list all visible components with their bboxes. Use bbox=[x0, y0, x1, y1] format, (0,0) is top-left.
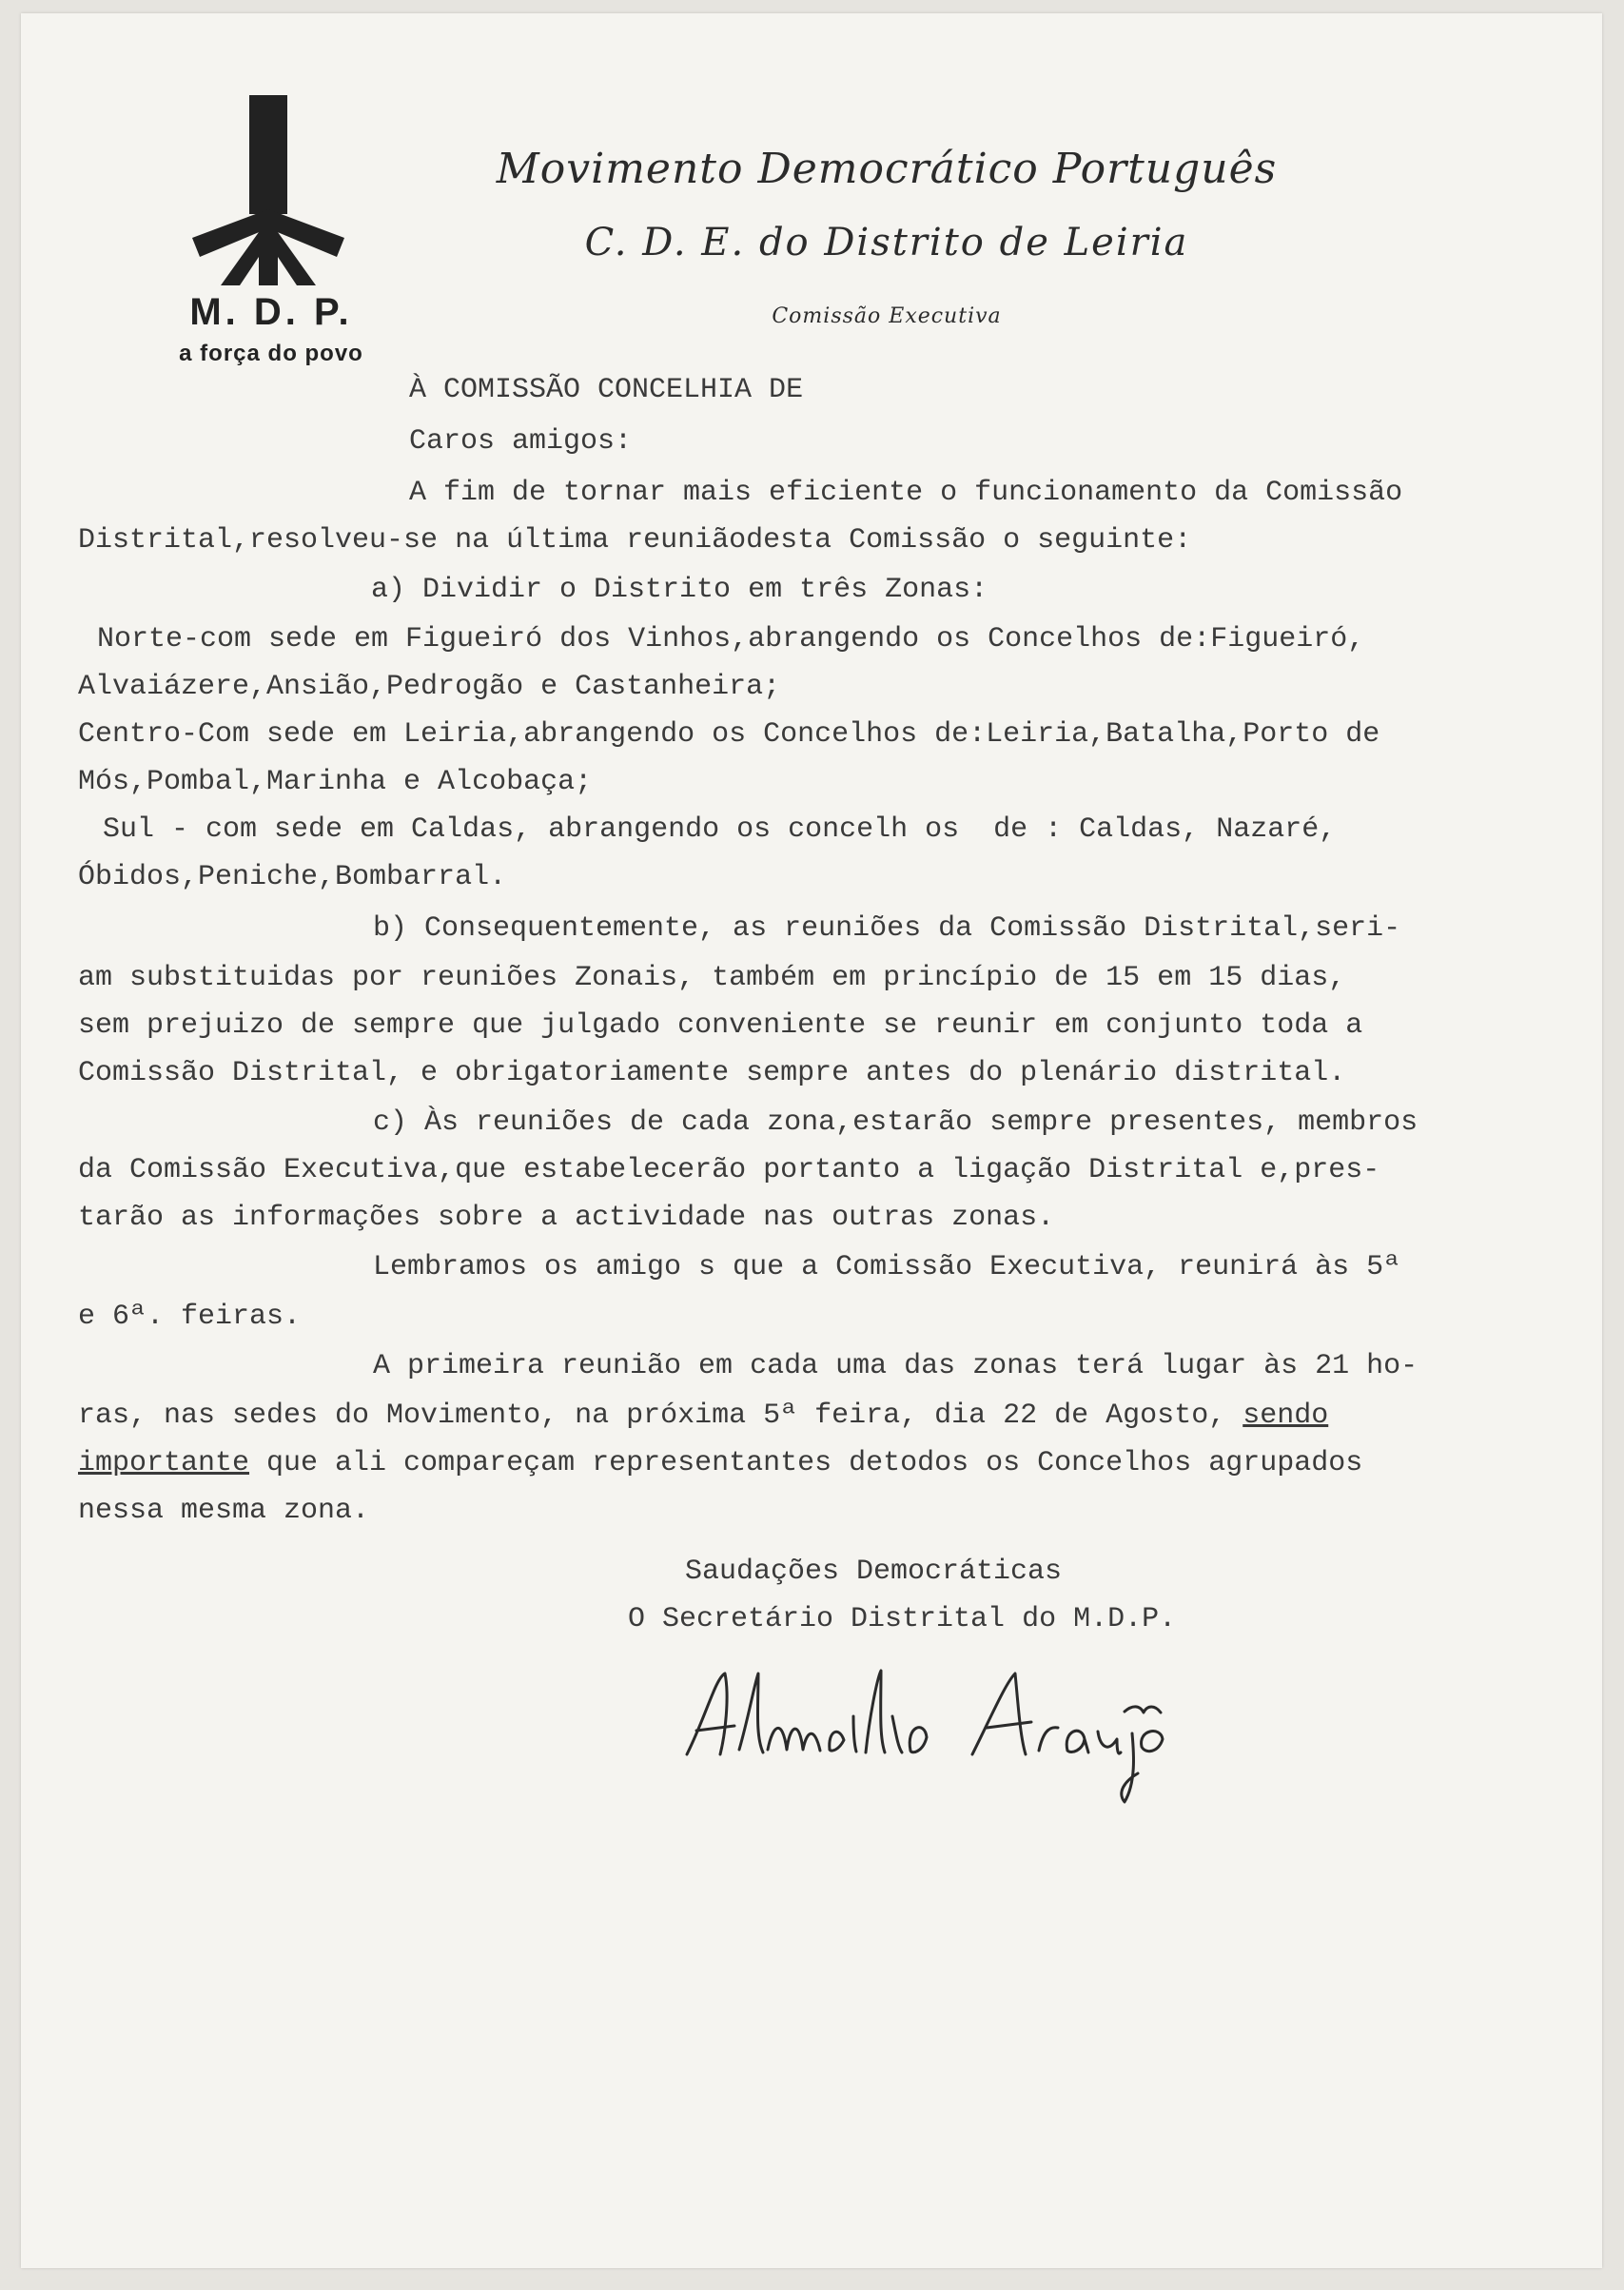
body-line: A fim de tornar mais eficiente o funcionamento da Comissão bbox=[409, 477, 1403, 509]
addressee: À COMISSÃO CONCELHIA DE bbox=[409, 374, 804, 406]
closing: Saudações Democráticas bbox=[685, 1556, 1063, 1588]
letterhead-title: Movimento Democrático Português bbox=[496, 145, 1278, 193]
mdp-logo-icon bbox=[183, 95, 354, 285]
logo-slogan: a força do povo bbox=[179, 341, 363, 366]
body-text: que ali compareçam representantes detodos os Concelhos agrupados bbox=[249, 1447, 1363, 1479]
body-line: A primeira reunião em cada uma das zonas terá lugar às 21 ho- bbox=[373, 1350, 1419, 1382]
body-line: Lembramos os amigo s que a Comissão Executiva, reunirá às 5ª bbox=[373, 1251, 1401, 1283]
underlined-text: sendo bbox=[1242, 1399, 1329, 1432]
body-line: nessa mesma zona. bbox=[78, 1495, 370, 1527]
letter-sheet bbox=[21, 13, 1602, 2268]
body-line bbox=[78, 1446, 1362, 1480]
handwritten-signature bbox=[677, 1659, 1191, 1811]
body-line: Óbidos,Peniche,Bombarral. bbox=[78, 861, 507, 893]
body-text: ras, nas sedes do Movimento, na próxima 5ª feira, dia 22 de Agosto, bbox=[78, 1399, 1226, 1432]
body-line: Centro-Com sede em Leiria,abrangendo os Concelhos de:Leiria,Batalha,Porto de bbox=[78, 718, 1380, 751]
logo-initials: M. D. P. bbox=[189, 291, 353, 333]
body-line: b) Consequentemente, as reuniões da Comissão Distrital,seri- bbox=[373, 912, 1401, 945]
body-line: da Comissão Executiva,que estabelecerão portanto a ligação Distrital e,pres- bbox=[78, 1154, 1380, 1186]
signatory: O Secretário Distrital do M.D.P. bbox=[628, 1603, 1177, 1635]
body-line: Alvaiázere,Ansião,Pedrogão e Castanheira; bbox=[78, 671, 781, 703]
body-line: Norte-com sede em Figueiró dos Vinhos,abrangendo os Concelhos de:Figueiró, bbox=[97, 623, 1365, 656]
body-line: sem prejuizo de sempre que julgado conveniente se reunir em conjunto toda a bbox=[78, 1009, 1363, 1042]
body-line: Sul - com sede em Caldas, abrangendo os concelh os de : Caldas, Nazaré, bbox=[103, 813, 1337, 846]
body-line bbox=[78, 1399, 1328, 1433]
body-line: e 6ª. feiras. bbox=[78, 1301, 302, 1333]
body-line: Comissão Distrital, e obrigatoriamente sempre antes do plenário distrital. bbox=[78, 1057, 1346, 1089]
greeting: Caros amigos: bbox=[409, 425, 633, 458]
body-line: tarão as informações sobre a actividade nas outras zonas. bbox=[78, 1202, 1055, 1234]
body-line: a) Dividir o Distrito em três Zonas: bbox=[371, 574, 988, 606]
letterhead-subtitle: C. D. E. do Distrito de Leiria bbox=[584, 221, 1189, 264]
body-line: am substituidas por reuniões Zonais, também em princípio de 15 em 15 dias, bbox=[78, 962, 1346, 994]
letterhead-department: Comissão Executiva bbox=[772, 304, 1002, 328]
body-line: c) Às reuniões de cada zona,estarão sempre presentes, membros bbox=[373, 1106, 1419, 1139]
underlined-text: importante bbox=[78, 1447, 250, 1479]
body-line: Mós,Pombal,Marinha e Alcobaça; bbox=[78, 766, 593, 798]
body-line: Distrital,resolveu-se na última reuniãodesta Comissão o seguinte: bbox=[78, 524, 1192, 557]
logo-caption bbox=[133, 289, 409, 367]
